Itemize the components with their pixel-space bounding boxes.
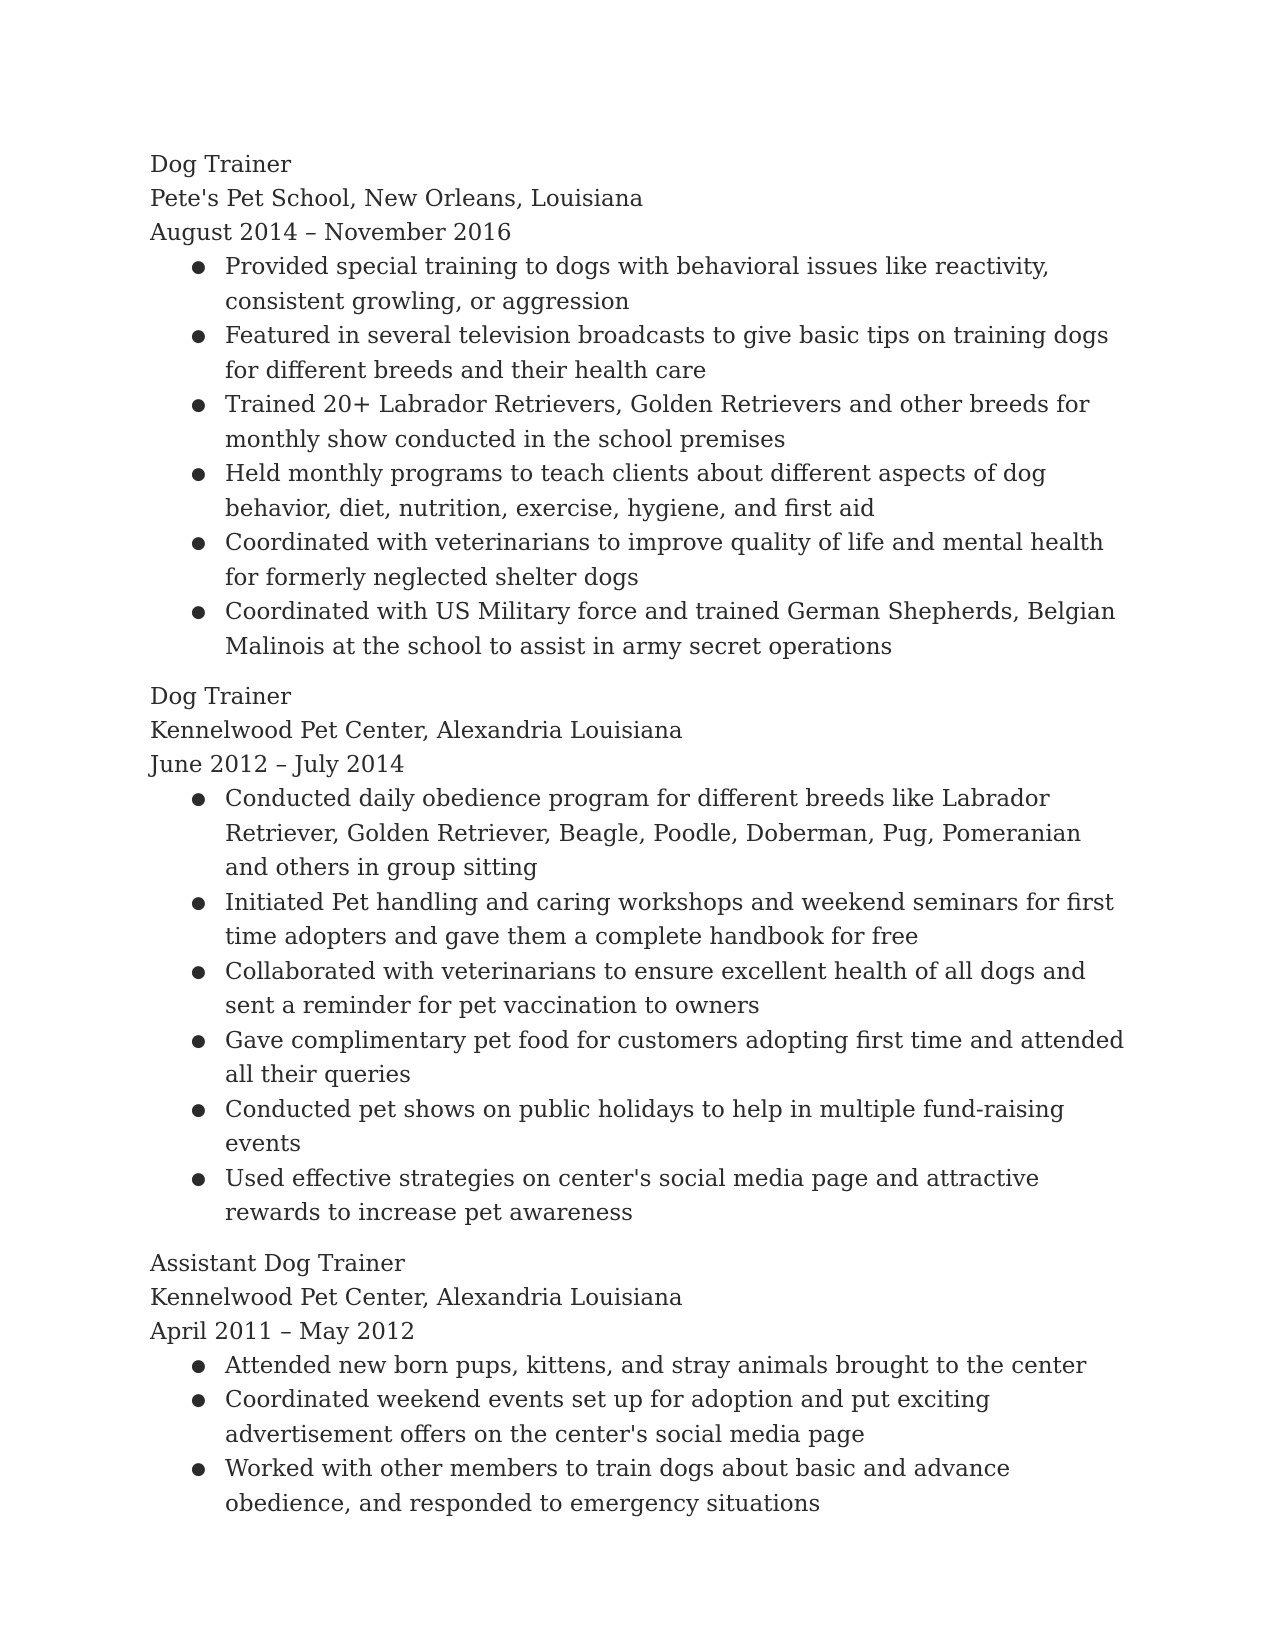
duty-text: Gave complimentary pet food for customers adopting first time and attended all their queries [225, 1027, 1125, 1088]
duty-item [150, 526, 1130, 595]
duty-text: Conducted daily obedience program for different breeds like Labrador Retriever, Golden Retriever, Beagle, Poodle, Doberman, Pug, Pomeranian and others in group sitting [225, 786, 1082, 881]
resume-content [150, 148, 1130, 1537]
bullet-icon: ● [191, 464, 206, 484]
duty-item [150, 250, 1130, 319]
job-dates: April 2011 – May 2012 [150, 1318, 416, 1345]
duty-item [150, 1349, 1130, 1384]
job-title: Dog Trainer [150, 684, 292, 710]
bullet-icon: ● [191, 1459, 206, 1479]
job-dates: August 2014 – November 2016 [150, 220, 512, 246]
bullet-icon: ● [191, 789, 206, 809]
bullet-icon: ● [191, 1099, 206, 1120]
duty-text: Collaborated with veterinarians to ensure excellent health of all dogs and sent a reminder for pet vaccination to owners [225, 958, 1086, 1019]
duty-list [150, 250, 1130, 664]
duty-item [150, 388, 1130, 457]
job-title: Assistant Dog Trainer [150, 1250, 405, 1277]
duty-item [150, 1024, 1130, 1093]
job-entry [150, 680, 1130, 1231]
bullet-icon: ● [191, 1355, 206, 1376]
duty-item [150, 457, 1130, 526]
duty-text: Provided special training to dogs with behavioral issues like reactivity, consistent growling, or aggression [225, 254, 1050, 315]
duty-item [150, 782, 1130, 886]
job-dates: June 2012 – July 2014 [150, 752, 405, 778]
duty-item [150, 955, 1130, 1024]
duty-text: Worked with other members to train dogs about basic and advance obedience, and responded to emergency situations [225, 1456, 1011, 1517]
duty-text: Attended new born pups, kittens, and stray animals brought to the center [225, 1352, 1087, 1379]
duty-text: Initiated Pet handling and caring workshops and weekend seminars for first time adopters and gave them a complete handbook for free [225, 889, 1114, 950]
duty-text: Coordinated with US Military force and trained German Shepherds, Belgian Malinois at the school to assist in army secret operations [225, 599, 1116, 660]
job-company: Pete's Pet School, New Orleans, Louisiana [150, 186, 644, 212]
bullet-icon: ● [191, 602, 206, 622]
duty-item [150, 595, 1130, 664]
duty-text: Featured in several television broadcasts to give basic tips on training dogs for different breeds and their health care [225, 323, 1109, 384]
job-entry [150, 148, 1130, 664]
duty-text: Held monthly programs to teach clients about different aspects of dog behavior, diet, nutrition, exercise, hygiene, and first aid [225, 461, 1047, 522]
bullet-icon: ● [191, 1168, 206, 1189]
duty-item [150, 319, 1130, 388]
bullet-icon: ● [191, 533, 206, 553]
bullet-icon: ● [191, 892, 206, 913]
bullet-icon: ● [191, 1030, 206, 1051]
duty-item [150, 1093, 1130, 1162]
duty-text: Coordinated with veterinarians to improve quality of life and mental health for formerly neglected shelter dogs [225, 530, 1104, 591]
duty-item [150, 1383, 1130, 1452]
duty-list [150, 782, 1130, 1231]
duty-text: Conducted pet shows on public holidays to help in multiple fund-raising events [225, 1096, 1065, 1157]
duty-text: Coordinated weekend events set up for adoption and put exciting advertisement offers on the center's social media page [225, 1387, 991, 1448]
job-entry [150, 1247, 1130, 1522]
bullet-icon: ● [191, 961, 206, 982]
bullet-icon: ● [191, 1390, 206, 1410]
bullet-icon: ● [191, 257, 206, 277]
duty-list [150, 1349, 1130, 1522]
duty-text: Used effective strategies on center's social media page and attractive rewards to increase pet awareness [225, 1165, 1040, 1226]
bullet-icon: ● [191, 395, 206, 415]
job-company: Kennelwood Pet Center, Alexandria Louisiana [150, 1284, 683, 1311]
job-company: Kennelwood Pet Center, Alexandria Louisiana [150, 718, 683, 744]
duty-item [150, 1162, 1130, 1231]
duty-item [150, 886, 1130, 955]
duty-item [150, 1452, 1130, 1521]
job-title: Dog Trainer [150, 152, 292, 178]
bullet-icon: ● [191, 326, 206, 346]
duty-text: Trained 20+ Labrador Retrievers, Golden Retrievers and other breeds for monthly show conducted in the school premises [225, 392, 1090, 453]
